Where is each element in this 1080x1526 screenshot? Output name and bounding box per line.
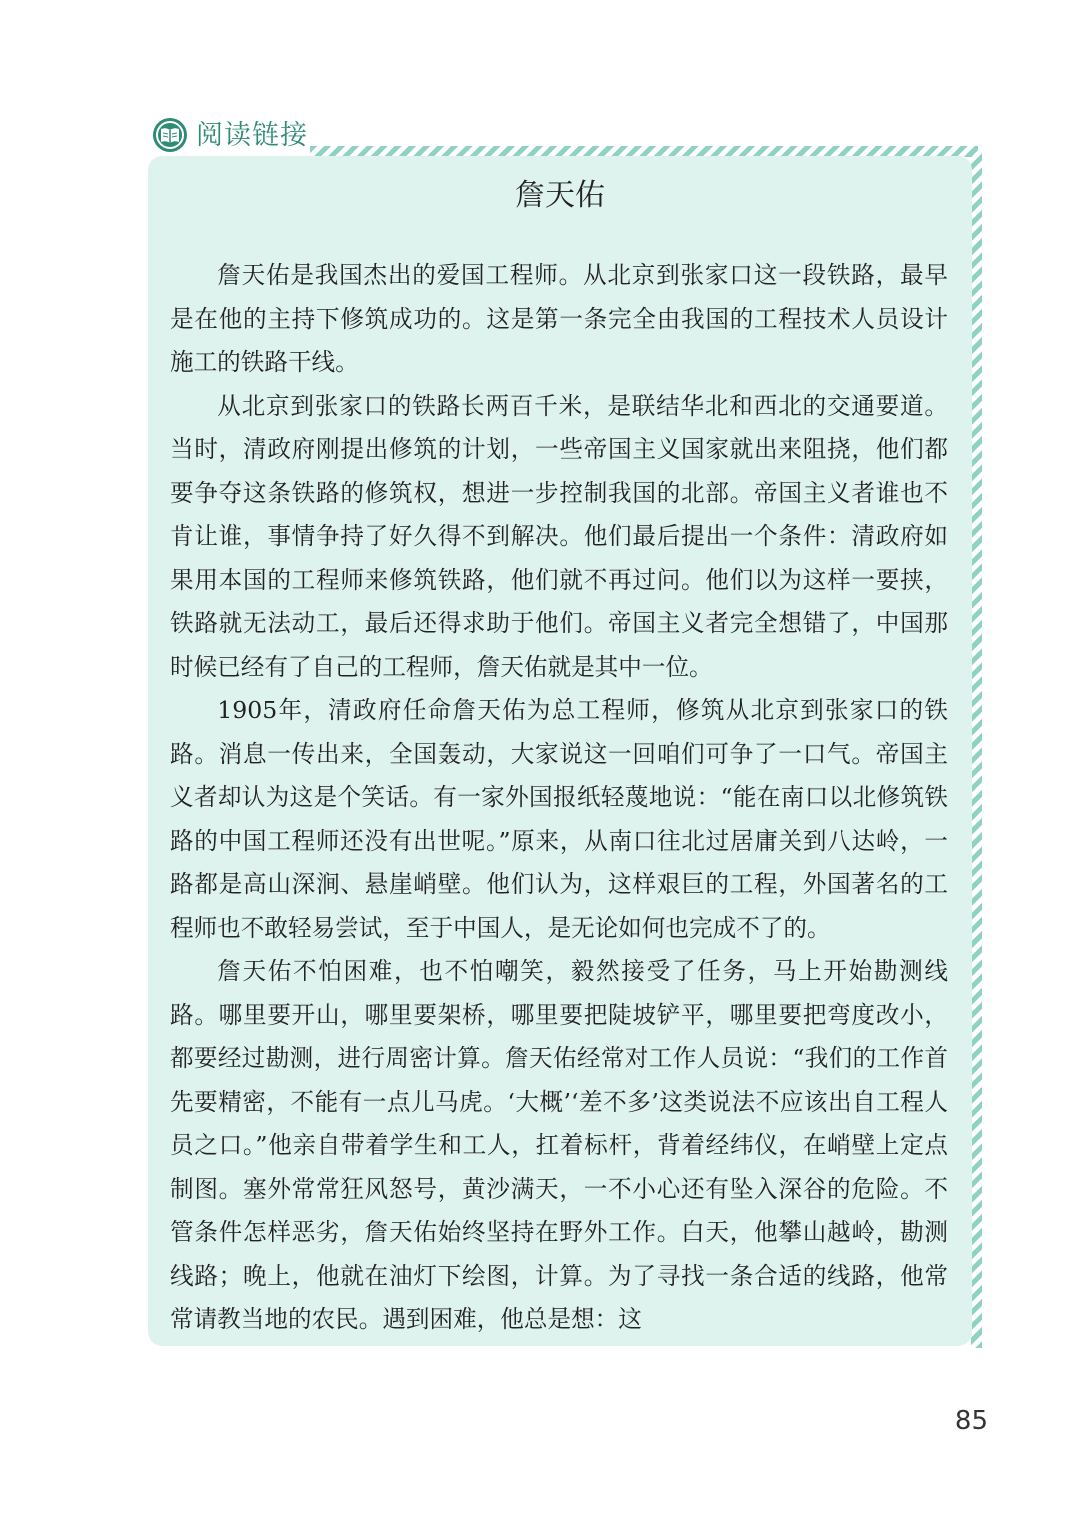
page-number: 85 — [954, 1406, 988, 1436]
book-icon — [152, 117, 188, 153]
paragraph: 从北京到张家口的铁路长两百千米，是联结华北和西北的交通要道。当时，清政府刚提出修筑的计划，一些帝国主义国家就出来阻挠，他们都要争夺这条铁路的修筑权，想进一步控制我国的北部。帝国主义者谁也不肯让谁，事情争持了好久得不到解决。他们最后提出一个条件：清政府如果用本国的工程师来修筑铁路，他们就不再过问。他们以为这样一要挟，铁路就无法动工，最后还得求助于他们。帝国主义者完全想错了，中国那时候已经有了自己的工程师，詹天佑就是其中一位。 — [170, 391, 948, 681]
reading-card — [148, 156, 972, 1346]
article-title: 詹天佑 — [515, 178, 605, 213]
paragraph: 詹天佑是我国杰出的爱国工程师。从北京到张家口这一段铁路，最早是在他的主持下修筑成功的。这是第一条完全由我国的工程技术人员设计施工的铁路干线。 — [170, 261, 948, 376]
stripe-border-right — [971, 150, 982, 1348]
section-header — [152, 112, 308, 158]
paragraph: 1905年，清政府任命詹天佑为总工程师，修筑从北京到张家口的铁路。消息一传出来，全国轰动，大家说这一回咱们可争了一口气。帝国主义者却认为这是个笑话。有一家外国报纸轻蔑地说：“能在南口以北修筑铁路的中国工程师还没有出世呢。”原来，从南口往北过居庸关到八达岭，一路都是高山深涧、悬崖峭壁。他们认为，这样艰巨的工程，外国著名的工程师也不敢轻易尝试，至于中国人，是无论如何也完成不了的。 — [170, 696, 948, 942]
section-label: 阅读链接 — [196, 119, 308, 151]
paragraph: 詹天佑不怕困难，也不怕嘲笑，毅然接受了任务，马上开始勘测线路。哪里要开山，哪里要架桥，哪里要把陡坡铲平，哪里要把弯度改小，都要经过勘测，进行周密计算。詹天佑经常对工作人员说：“我们的工作首先要精密，不能有一点儿马虎。‘大概’‘差不多’这类说法不应该出自工程人员之口。”他亲自带着学生和工人，扛着标杆，背着经纬仪，在峭壁上定点制图。塞外常常狂风怒号，黄沙满天，一不小心还有坠入深谷的危险。不管条件怎样恶劣，詹天佑始终坚持在野外工作。白天，他攀山越岭，勘测线路；晚上，他就在油灯下绘图，计算。为了寻找一条合适的线路，他常常请教当地的农民。遇到困难，他总是想：这 — [170, 957, 948, 1333]
article-body — [170, 254, 948, 1342]
